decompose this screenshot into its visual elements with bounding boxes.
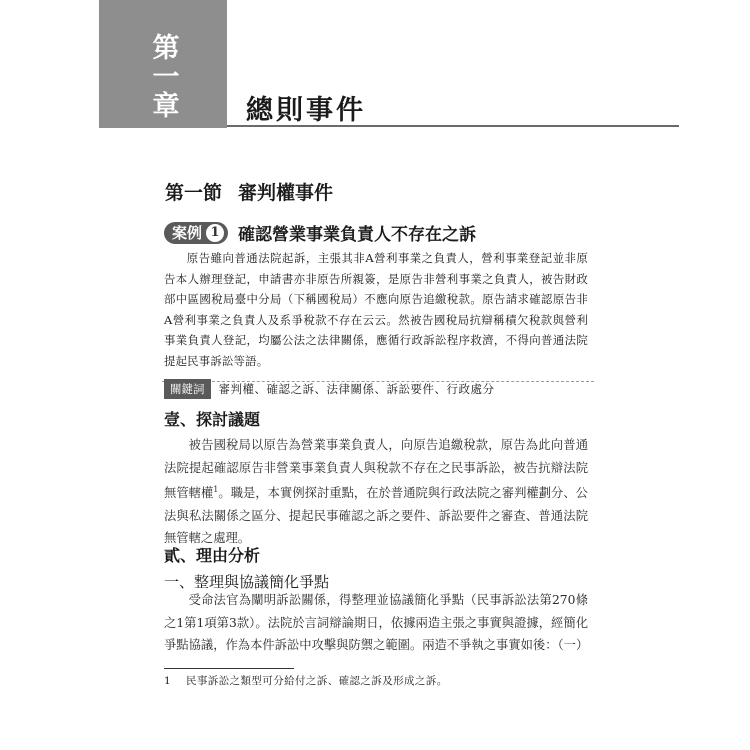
case-badge <box>164 222 228 244</box>
part1-text-a: 被告國稅局以原告為營業事業負責人，向原告追繳稅款，原告為此向普通法院提起確認原告非營業事業負責人與稅款不存在之民事訴訟，被告抗辯法院無管轄權 <box>164 438 588 501</box>
case-title: 確認營業事業負責人不存在之訴 <box>238 225 477 245</box>
part1-heading: 壹、探討議題 <box>164 410 261 429</box>
footnote-number: 1 <box>164 675 172 687</box>
section-name: 審判權事件 <box>238 182 334 204</box>
part2-heading: 貳、理由分析 <box>164 546 261 565</box>
case-body-text: 原告雖向普通法院起訴，主張其非A營利事業之負責人，營利事業登記並非原告本人辦理登記，申請書亦非原告所親簽，是原告非營利事業之負責人，被告財政部中區國稅局臺中分局（下稱國稅局）不應向原告追繳稅款。原告請求確認原告非A營利事業之負責人及系爭稅款不存在云云。然被告國稅局抗辯稱積欠稅款與營利事業負責人登記，均屬公法之法律關係，應循行政訴訟程序救濟，不得向普通法院提起民事訴訟等語。 <box>164 251 588 368</box>
footnote <box>164 673 448 688</box>
footnote-rule <box>164 668 294 669</box>
keyword-row <box>164 379 495 399</box>
case-body <box>164 248 588 372</box>
case-number: 1 <box>206 224 224 242</box>
footnote-text: 民事訴訟之類型可分給付之訴、確認之訴及形成之訴。 <box>186 675 448 687</box>
part1-text-b: 。職是，本實例探討重點，在於普通院與行政法院之審判權劃分、公法與私法關係之區分、提起民事確認之訴之要件、訴訟要件之審查、普通法院無管轄之處理。 <box>164 486 588 546</box>
part2-subheading: 一、整理與協議簡化爭點 <box>164 573 330 591</box>
section-number: 第一節 <box>165 182 223 204</box>
case-badge-label: 案例 <box>172 224 203 242</box>
part2-paragraph: 受命法官為闡明訴訟關係，得整理並協議簡化爭點（民事訴訟法第270條之1第1項第3款）。法院於言詞辯論期日，依據兩造主張之事實與證據，經簡化爭點協議，作為本件訴訟中攻擊與防禦之範圍。兩造不爭執之事實如後：（一） <box>164 593 589 652</box>
chapter-tab <box>99 0 227 128</box>
part1-paragraph <box>164 434 588 550</box>
keyword-text: 審判權、確認之訴、法律關係、訴訟要件、行政處分 <box>218 382 495 396</box>
footnote-ref[interactable]: 1 <box>213 485 219 494</box>
keyword-badge: 關鍵詞 <box>164 379 211 399</box>
case-header <box>164 220 476 245</box>
section-title <box>165 178 333 205</box>
chapter-title: 總則事件 <box>246 95 366 126</box>
chapter-label: 第一章 <box>147 33 179 120</box>
